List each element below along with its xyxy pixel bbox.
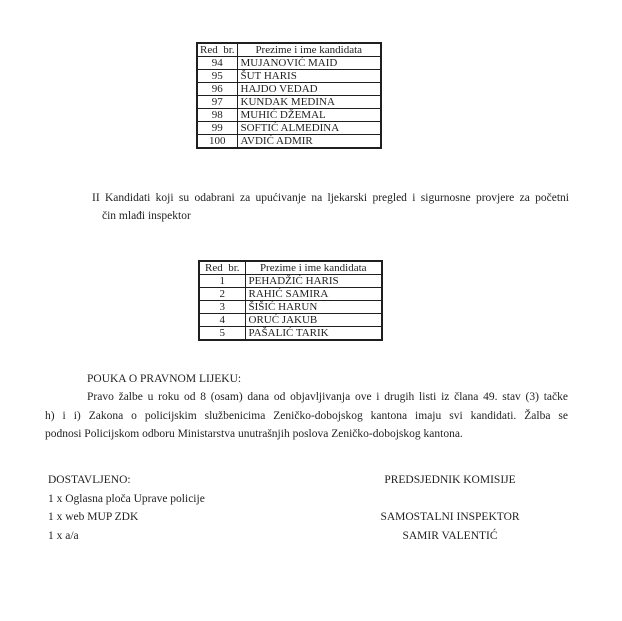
- cell-name: RAHIĆ SAMIRA: [245, 288, 382, 301]
- cell-rank: 95: [197, 70, 237, 83]
- section-ii-line2: čin mlađi inspektor: [102, 210, 191, 222]
- cell-name: ŠUT HARIS: [237, 70, 381, 83]
- cell-rank: 3: [199, 301, 245, 314]
- candidates-table-94-100: [196, 42, 382, 149]
- table-row: [199, 275, 382, 288]
- cell-name: HAJDO VEDAD: [237, 83, 381, 96]
- cell-rank: 5: [199, 327, 245, 341]
- cell-rank: 4: [199, 314, 245, 327]
- table-row: [197, 96, 381, 109]
- cell-rank: 97: [197, 96, 237, 109]
- table-row: [197, 57, 381, 70]
- table-row: [197, 135, 381, 149]
- cell-rank: 96: [197, 83, 237, 96]
- cell-rank: 99: [197, 122, 237, 135]
- section-ii-paragraph: [92, 189, 569, 225]
- delivered-item: 1 x a/a: [48, 529, 79, 542]
- legal-line2: h) i i) Zakona o policijskim službenicima Zeničko-dobojskog kantona imaju svi kandidati. Žalba se: [45, 409, 568, 422]
- table2-header-rank: Red br.: [199, 261, 245, 275]
- blank-line: [365, 490, 535, 509]
- table-row: [197, 83, 381, 96]
- cell-name: MUHIĆ DŽEMAL: [237, 109, 381, 122]
- candidates-table-1-5: [198, 260, 383, 341]
- table-row: [197, 70, 381, 83]
- cell-rank: 100: [197, 135, 237, 149]
- distribution-list: [48, 471, 205, 545]
- cell-rank: 94: [197, 57, 237, 70]
- cell-name: SOFTIĆ ALMEDINA: [237, 122, 381, 135]
- delivered-heading: DOSTAVLJENO:: [48, 474, 131, 486]
- cell-name: PEHADŽIĆ HARIS: [245, 275, 382, 288]
- section-ii-line1: II Kandidati koji su odabrani za upućivanje na ljekarski pregled i sigurnosne provjere za početni: [92, 192, 569, 204]
- legal-line1: Pravo žalbe u roku od 8 (osam) dana od objavljivanja ove i drugih listi iz člana 49. stav (3) tačke: [87, 391, 568, 404]
- cell-name: AVDIĆ ADMIR: [237, 135, 381, 149]
- signature-block: [365, 471, 535, 545]
- cell-rank: 98: [197, 109, 237, 122]
- president-title: PREDSJEDNIK KOMISIJE: [384, 474, 516, 486]
- cell-rank: 1: [199, 275, 245, 288]
- table-row: [199, 314, 382, 327]
- table-header-row: [199, 261, 382, 275]
- cell-name: KUNDAK MEDINA: [237, 96, 381, 109]
- table1-header-rank: Red br.: [197, 43, 237, 57]
- cell-name: ORUĆ JAKUB: [245, 314, 382, 327]
- cell-rank: 2: [199, 288, 245, 301]
- table-row: [199, 301, 382, 314]
- table-row: [199, 288, 382, 301]
- table1-header-name: Prezime i ime kandidata: [237, 43, 381, 57]
- legal-line3: podnosi Policijskom odboru Ministarstva unutrašnjih poslova Zeničko-dobojskog kantona.: [45, 427, 463, 440]
- cell-name: MUJANOVIĆ MAID: [237, 57, 381, 70]
- table-row: [197, 122, 381, 135]
- legal-remedy-section: [45, 370, 568, 443]
- cell-name: PAŠALIĆ TARIK: [245, 327, 382, 341]
- table-row: [197, 109, 381, 122]
- cell-name: ŠIŠIĆ HARUN: [245, 301, 382, 314]
- table-header-row: [197, 43, 381, 57]
- table-row: [199, 327, 382, 341]
- delivered-item: 1 x Oglasna ploča Uprave policije: [48, 492, 205, 505]
- table2-header-name: Prezime i ime kandidata: [245, 261, 382, 275]
- legal-heading: POUKA O PRAVNOM LIJEKU:: [87, 373, 242, 385]
- delivered-item: 1 x web MUP ZDK: [48, 511, 139, 523]
- signer-name: SAMIR VALENTIĆ: [402, 529, 498, 542]
- inspector-title: SAMOSTALNI INSPEKTOR: [380, 511, 520, 523]
